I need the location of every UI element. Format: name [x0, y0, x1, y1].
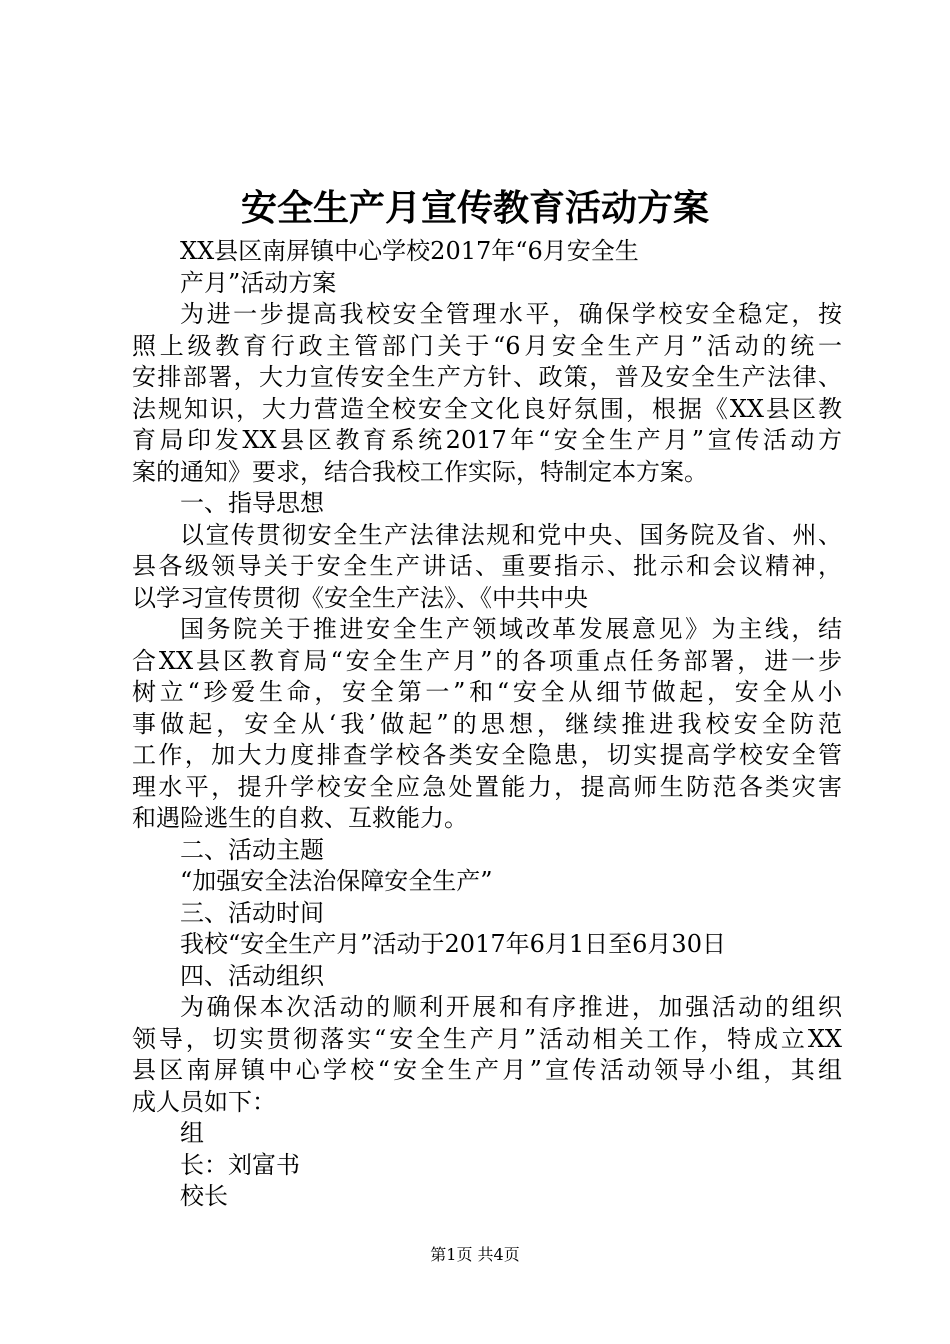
body-text-line: 县各级领导关于安全生产讲话、重要指示、批示和会议精神，: [132, 552, 842, 580]
body-text-line: 合XX县区教育局“安全生产月”的各项重点任务部署，进一步: [132, 646, 842, 675]
body-text-line: 树立“珍爱生命，安全第一”和“安全从细节做起，安全从小: [132, 678, 842, 706]
body-text-line: 成人员如下：: [132, 1087, 276, 1116]
body-text-line: 校长: [180, 1182, 228, 1210]
document-title: 安全生产月宣传教育活动方案: [240, 187, 709, 229]
body-text-line: 为进一步提高我校安全管理水平，确保学校安全稳定，按: [180, 300, 842, 328]
body-text-line: 三、活动时间: [180, 898, 324, 927]
body-text-line: 国务院关于推进安全生产领域改革发展意见》为主线，结: [180, 615, 842, 643]
body-text-line: 一、指导思想: [180, 489, 324, 517]
body-text-line: 理水平，提升学校安全应急处置能力，提高师生防范各类灾害: [132, 772, 842, 801]
body-text-line: 为确保本次活动的顺利开展和有序推进，加强活动的组织: [180, 993, 842, 1021]
body-text-line: 组: [180, 1119, 204, 1147]
body-text-line: 长：刘富书: [180, 1150, 300, 1179]
body-text-line: 领导，切实贯彻落实“安全生产月”活动相关工作，特成立XX: [132, 1024, 842, 1053]
body-text-line: 事做起，安全从‘我’做起”的思想，继续推进我校安全防范: [132, 709, 842, 738]
body-text-line: 安排部署，大力宣传安全生产方针、政策，普及安全生产法律、: [132, 363, 842, 391]
body-text-line: 案的通知》要求，结合我校工作实际，特制定本方案。: [132, 457, 708, 486]
body-text-line: 以宣传贯彻安全生产法律法规和党中央、国务院及省、州、: [180, 520, 842, 549]
body-text-line: 法规知识，大力营造全校安全文化良好氛围，根据《XX县区教: [132, 394, 842, 423]
body-text-line: 四、活动组织: [180, 961, 324, 990]
body-text-line: 育局印发XX县区教育系统2017年“安全生产月”宣传活动方: [132, 426, 842, 454]
page-footer: 第1页 共4页: [430, 1245, 520, 1264]
body-text-line: 产月”活动方案: [180, 268, 337, 297]
body-text-line: 工作，加大力度排查学校各类安全隐患，切实提高学校安全管: [132, 741, 842, 769]
body-text-line: 二、活动主题: [180, 835, 324, 864]
body-text-line: 照上级教育行政主管部门关于“6月安全生产月”活动的统一: [132, 331, 842, 360]
body-text-line: 以学习宣传贯彻《安全生产法》、《中共中央: [132, 583, 588, 612]
body-text-line: 县区南屏镇中心学校“安全生产月”宣传活动领导小组，其组: [132, 1056, 842, 1084]
body-text-line: 我校“安全生产月”活动于2017年6月1日至6月30日: [180, 930, 726, 958]
body-text-line: XX县区南屏镇中心学校2017年“6月安全生: [180, 237, 639, 265]
document-body: [132, 236, 842, 1213]
body-text-line: 和遇险逃生的自救、互救能力。: [132, 804, 468, 832]
body-text-line: “加强安全法治保障安全生产”: [180, 867, 493, 895]
